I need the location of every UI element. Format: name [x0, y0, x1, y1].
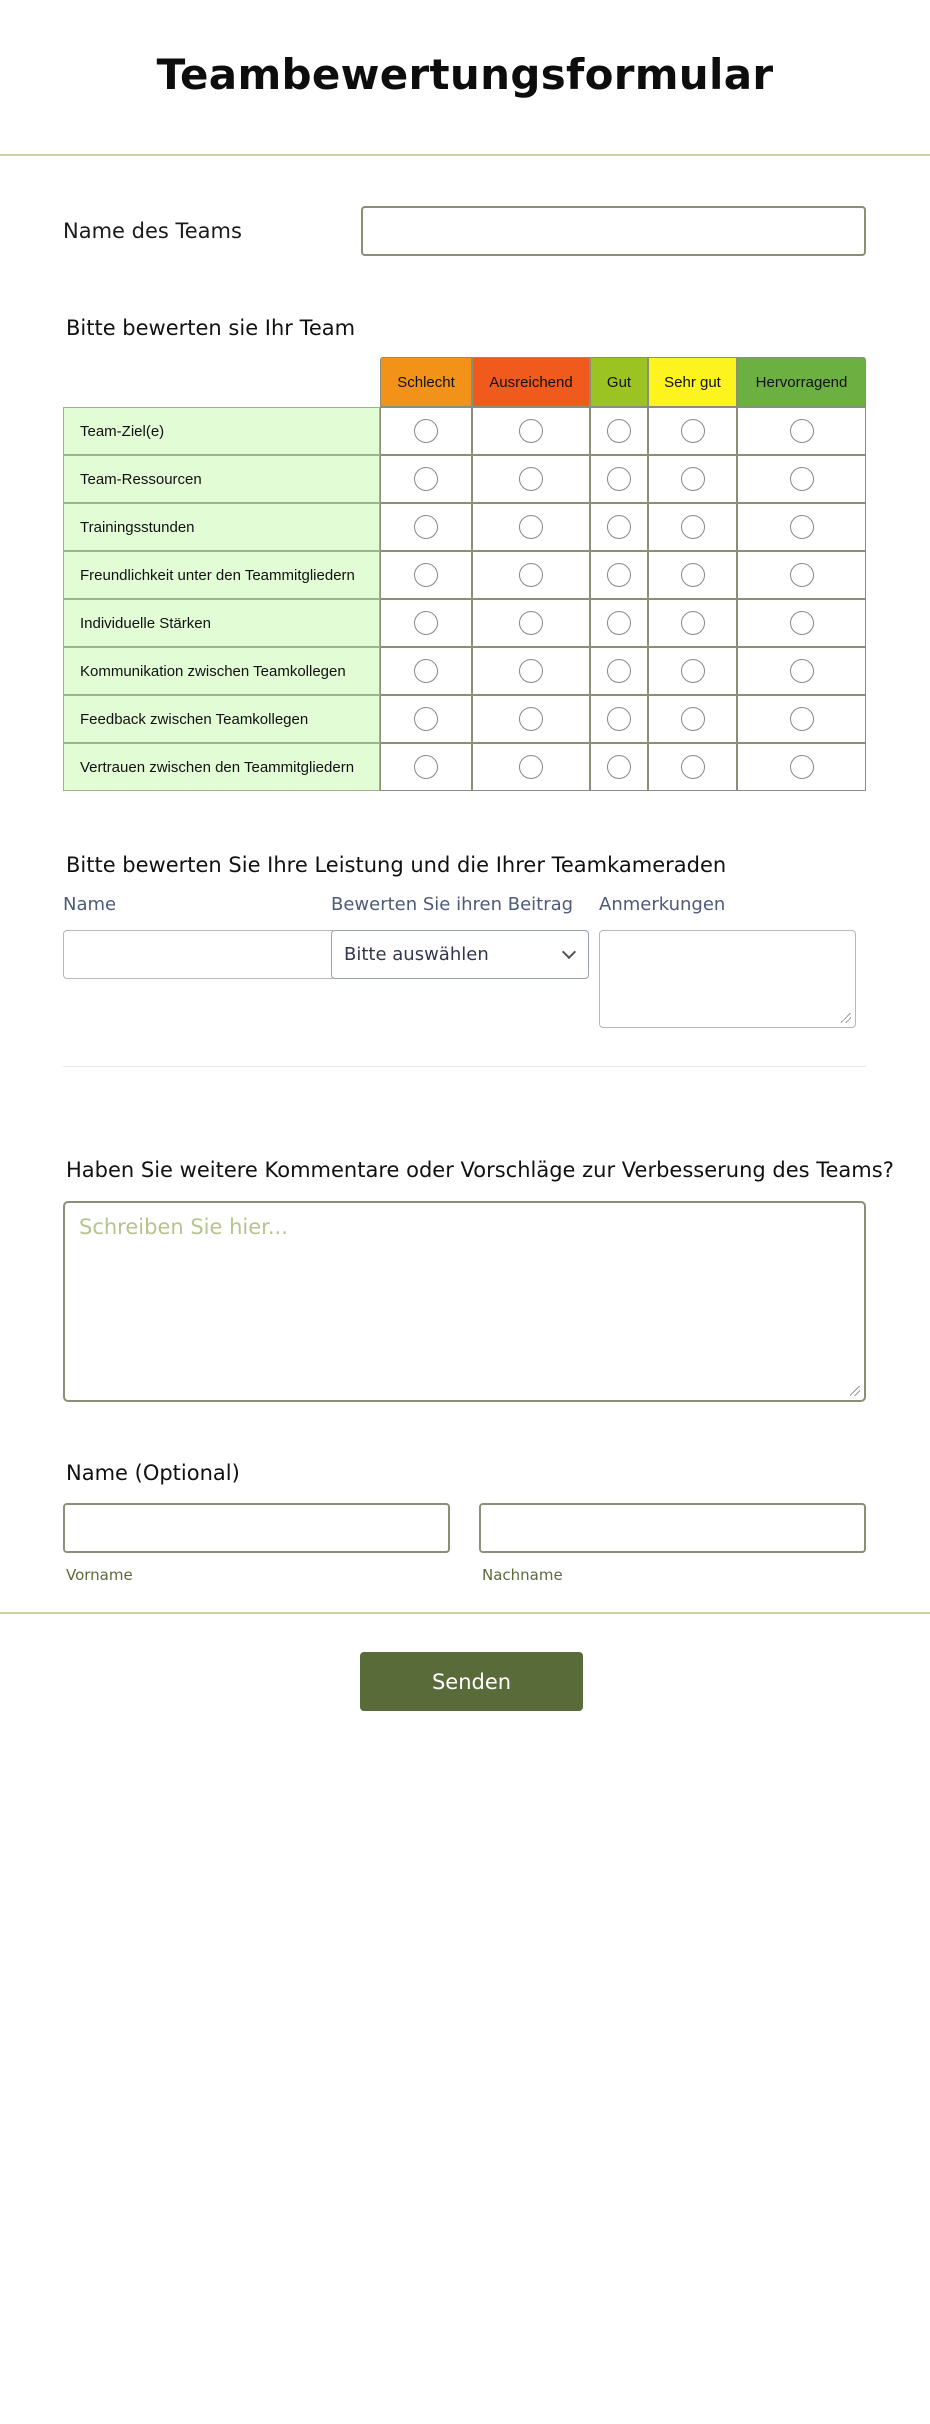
matrix-cell — [380, 407, 472, 455]
team-name-input[interactable] — [361, 206, 866, 256]
rating-radio[interactable] — [681, 755, 705, 779]
rating-radio[interactable] — [681, 467, 705, 491]
first-name-sublabel: Vorname — [66, 1566, 133, 1584]
rating-radio[interactable] — [681, 419, 705, 443]
rating-radio[interactable] — [519, 659, 543, 683]
team-rating-title: Bitte bewerten sie Ihr Team — [66, 316, 356, 340]
matrix-cell — [380, 551, 472, 599]
matrix-cell — [590, 695, 648, 743]
rating-radio[interactable] — [519, 755, 543, 779]
matrix-cell — [648, 551, 737, 599]
matrix-cell — [737, 551, 866, 599]
matrix-cell — [737, 743, 866, 791]
rating-radio[interactable] — [607, 563, 631, 587]
rating-radio[interactable] — [790, 515, 814, 539]
matrix-column-header: Schlecht — [380, 357, 472, 407]
matrix-row-label: Freundlichkeit unter den Teammitgliedern — [63, 551, 380, 599]
matrix-column-header: Gut — [590, 357, 648, 407]
rating-radio[interactable] — [790, 419, 814, 443]
matrix-cell — [648, 647, 737, 695]
rating-radio[interactable] — [414, 755, 438, 779]
matrix-cell — [380, 455, 472, 503]
matrix-cell — [472, 695, 590, 743]
matrix-cell — [472, 455, 590, 503]
rating-radio[interactable] — [607, 467, 631, 491]
resize-handle-icon[interactable] — [850, 1386, 860, 1396]
matrix-cell — [590, 407, 648, 455]
matrix-cell — [472, 599, 590, 647]
rating-radio[interactable] — [607, 515, 631, 539]
rating-radio[interactable] — [607, 755, 631, 779]
matrix-cell — [380, 743, 472, 791]
matrix-cell — [648, 743, 737, 791]
matrix-cell — [590, 551, 648, 599]
matrix-cell — [380, 647, 472, 695]
name-optional-title: Name (Optional) — [66, 1461, 240, 1485]
rating-radio[interactable] — [414, 515, 438, 539]
rating-radio[interactable] — [790, 467, 814, 491]
matrix-cell — [380, 503, 472, 551]
matrix-cell — [737, 407, 866, 455]
team-name-label: Name des Teams — [63, 219, 242, 243]
rating-radio[interactable] — [607, 707, 631, 731]
rating-radio[interactable] — [607, 659, 631, 683]
rating-radio[interactable] — [681, 611, 705, 635]
rating-radio[interactable] — [607, 419, 631, 443]
matrix-row-label: Kommunikation zwischen Teamkollegen — [63, 647, 380, 695]
rating-radio[interactable] — [414, 467, 438, 491]
matrix-row-label: Individuelle Stärken — [63, 599, 380, 647]
peer-notes-column-header: Anmerkungen — [599, 894, 726, 915]
rating-radio[interactable] — [790, 563, 814, 587]
matrix-row-label: Vertrauen zwischen den Teammitgliedern — [63, 743, 380, 791]
peer-rating-select[interactable] — [331, 930, 589, 979]
rating-radio[interactable] — [519, 515, 543, 539]
matrix-cell — [472, 743, 590, 791]
rating-radio[interactable] — [681, 515, 705, 539]
rating-radio[interactable] — [519, 467, 543, 491]
matrix-cell — [737, 455, 866, 503]
matrix-row-label: Team-Ziel(e) — [63, 407, 380, 455]
matrix-column-header: Hervorragend — [737, 357, 866, 407]
rating-radio[interactable] — [414, 563, 438, 587]
matrix-row-label: Trainingsstunden — [63, 503, 380, 551]
comments-placeholder: Schreiben Sie hier... — [79, 1215, 288, 1239]
matrix-cell — [472, 551, 590, 599]
matrix-cell — [648, 599, 737, 647]
rating-radio[interactable] — [519, 563, 543, 587]
matrix-column-header: Sehr gut — [648, 357, 737, 407]
matrix-cell — [648, 695, 737, 743]
matrix-row-label: Feedback zwischen Teamkollegen — [63, 695, 380, 743]
matrix-cell — [380, 695, 472, 743]
comments-textarea[interactable] — [63, 1201, 866, 1402]
matrix-cell — [590, 455, 648, 503]
rating-radio[interactable] — [519, 707, 543, 731]
peer-name-input[interactable] — [63, 930, 333, 979]
peer-rating-column-header: Bewerten Sie ihren Beitrag — [331, 894, 574, 915]
submit-button[interactable]: Senden — [360, 1652, 583, 1711]
rating-radio[interactable] — [519, 611, 543, 635]
matrix-cell — [472, 503, 590, 551]
peer-rating-select-value: Bitte auswählen — [344, 944, 489, 965]
rating-radio[interactable] — [414, 419, 438, 443]
last-name-sublabel: Nachname — [482, 1566, 563, 1584]
chevron-down-icon — [562, 945, 576, 959]
matrix-cell — [590, 743, 648, 791]
form-header — [0, 0, 930, 156]
footer-divider — [0, 1612, 930, 1614]
matrix-cell — [648, 407, 737, 455]
rating-radio[interactable] — [414, 707, 438, 731]
rating-radio[interactable] — [681, 707, 705, 731]
matrix-cell — [472, 647, 590, 695]
rating-radio[interactable] — [414, 611, 438, 635]
matrix-cell — [737, 647, 866, 695]
first-name-input[interactable] — [63, 1503, 450, 1553]
form-title: Teambewertungsformular — [156, 50, 774, 99]
rating-radio[interactable] — [790, 707, 814, 731]
resize-handle-icon[interactable] — [841, 1013, 851, 1023]
last-name-input[interactable] — [479, 1503, 866, 1553]
peer-notes-textarea[interactable] — [599, 930, 856, 1028]
matrix-cell — [590, 503, 648, 551]
rating-radio[interactable] — [519, 419, 543, 443]
matrix-column-header: Ausreichend — [472, 357, 590, 407]
matrix-cell — [737, 695, 866, 743]
rating-radio[interactable] — [681, 563, 705, 587]
section-divider — [63, 1066, 866, 1067]
rating-radio[interactable] — [681, 659, 705, 683]
matrix-cell — [648, 455, 737, 503]
comments-title: Haben Sie weitere Kommentare oder Vorschläge zur Verbesserung des Teams? — [66, 1158, 894, 1182]
matrix-cell — [737, 503, 866, 551]
rating-radio[interactable] — [607, 611, 631, 635]
peer-rating-title: Bitte bewerten Sie Ihre Leistung und die Ihrer Teamkameraden — [66, 853, 727, 877]
rating-radio[interactable] — [790, 755, 814, 779]
peer-name-column-header: Name — [63, 894, 117, 915]
matrix-cell — [590, 599, 648, 647]
matrix-cell — [737, 599, 866, 647]
matrix-cell — [648, 503, 737, 551]
rating-radio[interactable] — [790, 659, 814, 683]
rating-radio[interactable] — [790, 611, 814, 635]
matrix-cell — [380, 599, 472, 647]
matrix-cell — [472, 407, 590, 455]
rating-radio[interactable] — [414, 659, 438, 683]
matrix-row-label: Team-Ressourcen — [63, 455, 380, 503]
matrix-cell — [590, 647, 648, 695]
